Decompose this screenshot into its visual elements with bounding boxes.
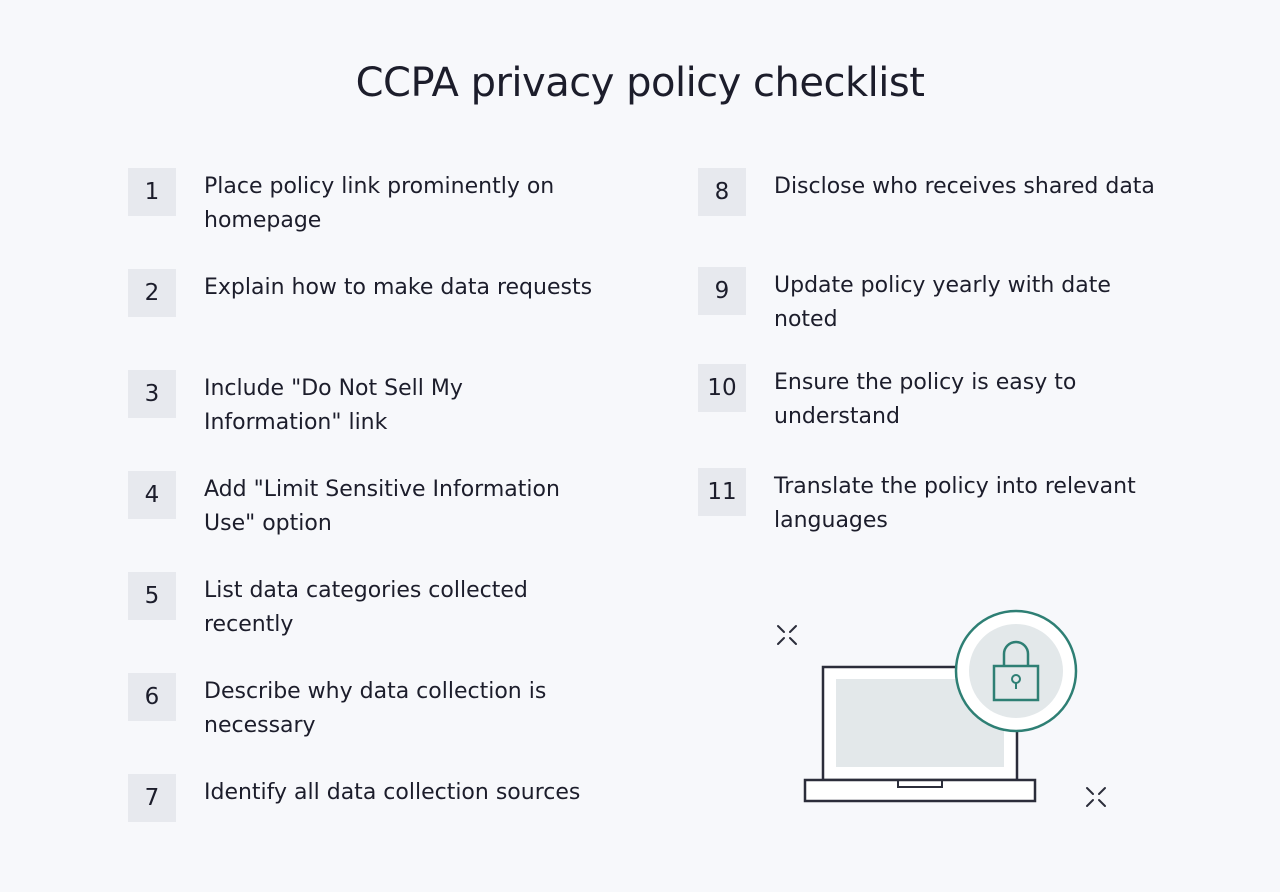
item-number-badge: 6 bbox=[128, 673, 176, 721]
list-item bbox=[698, 267, 1188, 364]
checklist-left-column bbox=[128, 168, 618, 875]
item-number-badge: 11 bbox=[698, 468, 746, 516]
item-number-badge: 10 bbox=[698, 364, 746, 412]
item-text: Ensure the policy is easy to understand bbox=[774, 370, 1077, 429]
list-item bbox=[128, 269, 618, 370]
item-number-badge: 9 bbox=[698, 267, 746, 315]
laptop-with-padlock-icon bbox=[770, 605, 1120, 825]
sparkle-icon bbox=[778, 626, 796, 644]
list-item bbox=[128, 471, 618, 572]
item-text: Describe why data collection is necessary bbox=[204, 679, 547, 738]
list-item bbox=[698, 168, 1188, 267]
list-item bbox=[698, 468, 1188, 569]
item-number-badge: 1 bbox=[128, 168, 176, 216]
list-item bbox=[128, 572, 618, 673]
item-number-badge: 7 bbox=[128, 774, 176, 822]
item-text: Translate the policy into relevant languages bbox=[774, 474, 1136, 533]
item-text: Include "Do Not Sell My Information" link bbox=[204, 376, 463, 435]
item-text: Update policy yearly with date noted bbox=[774, 273, 1111, 332]
item-text: List data categories collected recently bbox=[204, 578, 528, 637]
page-title: CCPA privacy policy checklist bbox=[355, 60, 925, 106]
item-text: Place policy link prominently on homepage bbox=[204, 174, 555, 233]
list-item bbox=[128, 168, 618, 269]
item-text: Identify all data collection sources bbox=[204, 780, 581, 805]
list-item bbox=[128, 774, 618, 875]
list-item bbox=[698, 364, 1188, 468]
laptop-base bbox=[805, 780, 1035, 801]
item-number-badge: 4 bbox=[128, 471, 176, 519]
item-text: Explain how to make data requests bbox=[204, 275, 593, 300]
item-text: Add "Limit Sensitive Information Use" option bbox=[204, 477, 560, 536]
list-item bbox=[128, 673, 618, 774]
list-item bbox=[128, 370, 618, 471]
item-number-badge: 8 bbox=[698, 168, 746, 216]
item-number-badge: 3 bbox=[128, 370, 176, 418]
item-number-badge: 2 bbox=[128, 269, 176, 317]
item-text: Disclose who receives shared data bbox=[774, 174, 1155, 199]
checklist-right-column bbox=[698, 168, 1188, 569]
item-number-badge: 5 bbox=[128, 572, 176, 620]
sparkle-icon bbox=[1087, 788, 1105, 806]
